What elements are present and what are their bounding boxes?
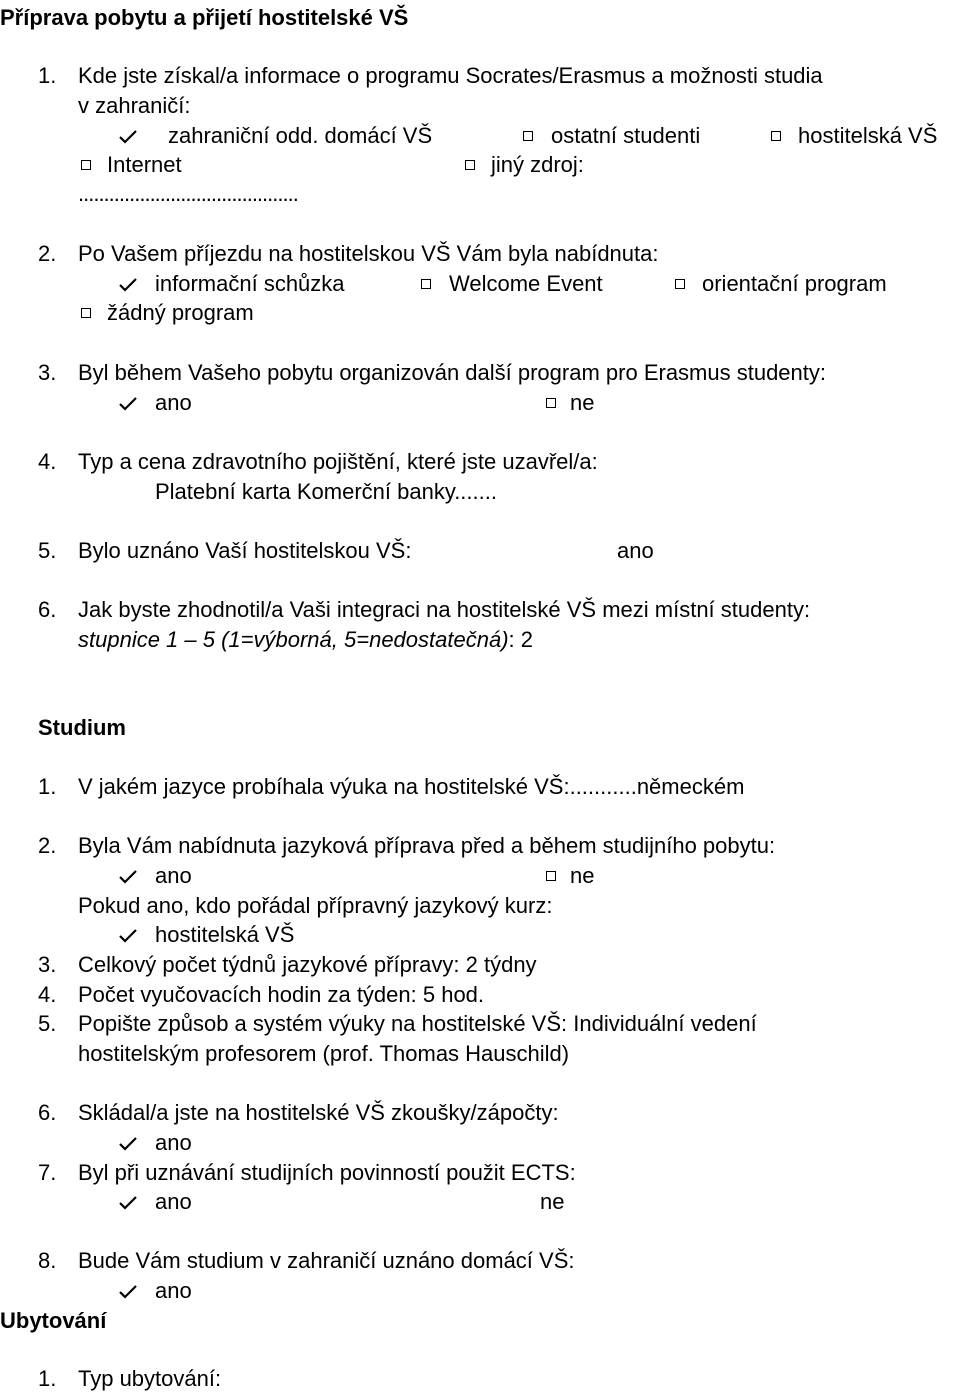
question-number: 5. bbox=[38, 1011, 57, 1036]
checkbox-empty-icon bbox=[546, 871, 556, 881]
question-number: 4. bbox=[38, 449, 57, 474]
checkmark-icon bbox=[118, 123, 140, 149]
question-text: Celkový počet týdnů jazykové přípravy: 2 týdny bbox=[78, 952, 537, 977]
rating-answer: : 2 bbox=[508, 627, 533, 652]
question-text-continued: hostitelským profesorem (prof. Thomas Hauschild) bbox=[78, 1041, 570, 1066]
option-label: ano bbox=[155, 1189, 192, 1214]
option-label: informační schůzka bbox=[155, 271, 345, 296]
option-label: ano bbox=[155, 390, 192, 415]
checkbox-empty-icon bbox=[81, 308, 91, 318]
checkmark-icon bbox=[118, 390, 140, 416]
question-text: Byl při uznávání studijních povinností použit ECTS: bbox=[78, 1160, 576, 1185]
checkbox-empty-icon bbox=[675, 279, 685, 289]
question-text: Bude Vám studium v zahraničí uznáno domácí VŠ: bbox=[78, 1248, 575, 1273]
option-label: ano bbox=[155, 863, 192, 888]
option-label: zahraniční odd. domácí VŠ bbox=[168, 123, 433, 148]
option-label: jiný zdroj: bbox=[491, 152, 584, 177]
question-number: 1. bbox=[38, 1366, 57, 1391]
option-label: hostitelská VŠ bbox=[798, 123, 938, 148]
option-label: Internet bbox=[107, 152, 182, 177]
question-number: 5. bbox=[38, 538, 57, 563]
option-label: ne bbox=[540, 1189, 565, 1214]
question-text: Typ a cena zdravotního pojištění, které jste uzavřel/a: bbox=[78, 449, 598, 474]
question-text: Popište způsob a systém výuky na hostitelské VŠ: Individuální vedení bbox=[78, 1011, 757, 1036]
option-label: ne bbox=[570, 390, 595, 415]
option-label: Welcome Event bbox=[449, 271, 603, 296]
question-number: 4. bbox=[38, 982, 57, 1007]
section-title-accommodation: Ubytování bbox=[0, 1308, 107, 1333]
fill-in-dots: ........................................... bbox=[78, 181, 298, 206]
question-text: Typ ubytování: bbox=[78, 1366, 222, 1391]
question-text: Kde jste získal/a informace o programu Socrates/Erasmus a možnosti studia bbox=[78, 63, 823, 88]
checkmark-icon bbox=[118, 1278, 140, 1304]
checkbox-empty-icon bbox=[465, 160, 475, 170]
question-text: Skládal/a jste na hostitelské VŠ zkoušky/zápočty: bbox=[78, 1100, 559, 1125]
checkmark-icon bbox=[118, 271, 140, 297]
question-number: 8. bbox=[38, 1248, 57, 1273]
question-number: 1. bbox=[38, 63, 57, 88]
checkmark-icon bbox=[118, 922, 140, 948]
answer-text: ano bbox=[617, 538, 654, 563]
rating-line bbox=[78, 627, 533, 653]
option-label: ne bbox=[570, 863, 595, 888]
checkbox-empty-icon bbox=[771, 131, 781, 141]
question-text: Jak byste zhodnotil/a Vaši integraci na hostitelské VŠ mezi místní studenty: bbox=[78, 597, 811, 622]
question-number: 6. bbox=[38, 597, 57, 622]
question-number: 7. bbox=[38, 1160, 57, 1185]
option-label: hostitelská VŠ bbox=[155, 922, 295, 947]
checkbox-empty-icon bbox=[546, 398, 556, 408]
option-label: ano bbox=[155, 1278, 192, 1303]
checkmark-icon bbox=[118, 863, 140, 889]
question-number: 1. bbox=[38, 774, 57, 799]
answer-text: Platební karta Komerční banky....... bbox=[155, 479, 497, 504]
question-text: V jakém jazyce probíhala výuka na hostitelské VŠ:...........německém bbox=[78, 774, 745, 799]
question-number: 2. bbox=[38, 833, 57, 858]
option-label: ano bbox=[155, 1130, 192, 1155]
rating-scale: stupnice 1 – 5 (1=výborná, 5=nedostatečná) bbox=[78, 627, 509, 652]
section-title-preparation: Příprava pobytu a přijetí hostitelské VŠ bbox=[0, 5, 409, 30]
section-title-study: Studium bbox=[38, 715, 126, 740]
checkmark-icon bbox=[118, 1130, 140, 1156]
question-text: Po Vašem příjezdu na hostitelskou VŠ Vám byla nabídnuta: bbox=[78, 241, 659, 266]
question-text: Byl během Vašeho pobytu organizován další program pro Erasmus studenty: bbox=[78, 360, 826, 385]
checkbox-empty-icon bbox=[81, 160, 91, 170]
question-text: Bylo uznáno Vaší hostitelskou VŠ: bbox=[78, 538, 412, 563]
option-label: orientační program bbox=[702, 271, 887, 296]
question-number: 3. bbox=[38, 360, 57, 385]
checkmark-icon bbox=[118, 1189, 140, 1215]
checkbox-empty-icon bbox=[421, 279, 431, 289]
option-label: žádný program bbox=[107, 300, 254, 325]
sub-question-text: Pokud ano, kdo pořádal přípravný jazykový kurz: bbox=[78, 893, 553, 918]
question-number: 3. bbox=[38, 952, 57, 977]
question-text-continued: v zahraničí: bbox=[78, 93, 191, 118]
question-number: 2. bbox=[38, 241, 57, 266]
checkbox-empty-icon bbox=[523, 131, 533, 141]
question-text: Počet vyučovacích hodin za týden: 5 hod. bbox=[78, 982, 485, 1007]
question-number: 6. bbox=[38, 1100, 57, 1125]
option-label: ostatní studenti bbox=[551, 123, 701, 148]
question-text: Byla Vám nabídnuta jazyková příprava před a během studijního pobytu: bbox=[78, 833, 776, 858]
